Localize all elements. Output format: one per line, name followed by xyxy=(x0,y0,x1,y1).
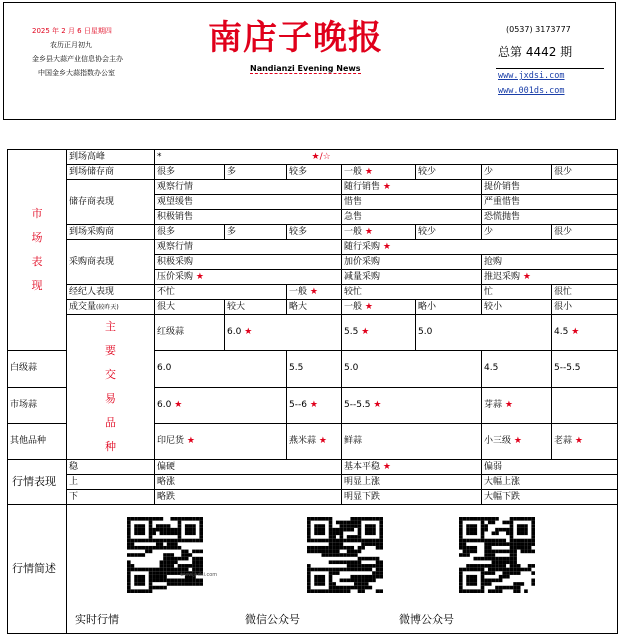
cell-label: 观察行情 xyxy=(157,181,194,192)
cell-label: 略小 xyxy=(418,301,437,312)
selected-star-icon: ★ xyxy=(370,399,382,410)
option-cell xyxy=(287,225,342,240)
cell-label: 多 xyxy=(227,226,237,237)
option-cell xyxy=(155,490,342,505)
option-cell xyxy=(342,240,618,255)
row-label-text: 经纪人表现 xyxy=(69,286,115,297)
price-cell xyxy=(287,351,342,387)
option-cell xyxy=(482,165,552,180)
price-cell xyxy=(416,315,552,351)
market-report-table xyxy=(7,149,618,634)
qr-code-icon[interactable] xyxy=(307,517,383,593)
cell-label: 加价采购 xyxy=(344,256,381,267)
section-title: 行情简述 xyxy=(12,562,56,575)
cell-label: 多 xyxy=(227,166,237,177)
cell-label: 印尼货 xyxy=(157,435,185,446)
cell-label: 随行销售 xyxy=(344,181,381,192)
cell-label: 明显下跌 xyxy=(344,491,381,502)
cell-label: 老蒜 xyxy=(554,435,573,446)
cell-label: 略跌 xyxy=(157,491,176,502)
cell-label: 抢购 xyxy=(484,256,503,267)
option-cell xyxy=(155,300,225,315)
cell-label: 很少 xyxy=(554,166,573,177)
cell-label: 芽蒜 xyxy=(484,399,503,410)
selected-star-icon: ★ xyxy=(380,461,391,472)
newspaper-subtitle: Nandianzi Evening News xyxy=(250,64,361,73)
website-link-2[interactable]: www.001ds.com xyxy=(498,86,565,96)
cell-label: 一般 xyxy=(344,226,363,237)
option-cell xyxy=(416,225,482,240)
price-cell xyxy=(287,387,342,423)
option-cell xyxy=(552,225,618,240)
cell-label: 一般 xyxy=(344,166,363,177)
option-cell xyxy=(482,270,618,285)
selected-star-icon: ★ xyxy=(362,226,373,237)
option-cell xyxy=(225,225,287,240)
cell-label: 明显上涨 xyxy=(344,476,381,487)
selected-star-icon: ★ xyxy=(520,271,531,282)
cell-label: 5--5.5 xyxy=(554,363,581,374)
option-cell xyxy=(155,240,342,255)
option-cell xyxy=(342,285,482,300)
selected-star-icon: ★ xyxy=(241,327,253,338)
arrival-star-mark: ★/☆ xyxy=(311,151,331,162)
row-label-text: 其他品种 xyxy=(10,435,47,446)
price-cell xyxy=(287,423,342,459)
row-label-text: 到场储存商 xyxy=(69,166,115,177)
cell-label: 很小 xyxy=(554,301,573,312)
row-label xyxy=(67,300,155,315)
cell-label: 燕米蒜 xyxy=(289,435,317,446)
selected-star-icon: ★ xyxy=(380,241,391,252)
price-cell xyxy=(342,387,482,423)
option-cell xyxy=(482,225,552,240)
price-cell xyxy=(225,315,342,351)
price-cell xyxy=(155,351,287,387)
selected-star-icon: ★ xyxy=(306,399,318,410)
cell-label: 稳 xyxy=(69,461,79,472)
cell-label: 鲜蒜 xyxy=(344,435,363,446)
option-cell xyxy=(552,165,618,180)
price-cell xyxy=(342,423,482,459)
row-label xyxy=(67,240,155,285)
price-cell xyxy=(482,423,552,459)
table-row xyxy=(8,505,618,634)
cell-label: 较多 xyxy=(289,226,308,237)
cell-label: 积极采购 xyxy=(157,256,194,267)
option-cell xyxy=(225,165,287,180)
option-cell xyxy=(287,300,342,315)
table-row xyxy=(8,150,618,165)
cell-label: 5--6 xyxy=(289,399,307,410)
row-label-text: 采购商表现 xyxy=(69,256,115,267)
cell-label: 较大 xyxy=(227,301,246,312)
selected-star-icon: ★ xyxy=(171,399,183,410)
selected-star-icon: ★ xyxy=(511,435,522,446)
price-cell xyxy=(552,315,618,351)
cell-label: 6.0 xyxy=(227,327,242,338)
cell-label: 较小 xyxy=(484,301,503,312)
table-row xyxy=(8,165,618,180)
table-row xyxy=(8,180,618,195)
qr-label: 实时行情 xyxy=(75,613,119,626)
option-cell xyxy=(482,180,618,195)
selected-star-icon: ★ xyxy=(362,301,373,312)
cell-label: 忙 xyxy=(484,286,494,297)
cell-label: 5--5.5 xyxy=(344,399,371,410)
section-title: 主要交易品种 xyxy=(105,320,116,453)
cell-label: 很少 xyxy=(554,226,573,237)
option-cell xyxy=(416,300,482,315)
cell-label: 上 xyxy=(69,476,79,487)
option-cell xyxy=(482,255,618,270)
row-label xyxy=(8,387,67,423)
row-label-text: 市场蒜 xyxy=(10,399,38,410)
cell-label: 4.5 xyxy=(484,363,499,374)
section-title: 市场表现 xyxy=(31,207,43,293)
cell-label: 压价采购 xyxy=(157,271,194,282)
row-label-text: 成交量 xyxy=(69,301,97,312)
cell-label: 较忙 xyxy=(344,286,363,297)
option-cell xyxy=(155,225,225,240)
cell-label: 很大 xyxy=(157,301,176,312)
cell-label: 基本平稳 xyxy=(344,461,381,472)
option-cell xyxy=(155,460,342,475)
row-label xyxy=(67,285,155,300)
cell-label: 4.5 xyxy=(554,327,569,338)
option-cell xyxy=(67,475,155,490)
section-label xyxy=(8,460,67,505)
option-cell xyxy=(155,195,342,210)
option-cell xyxy=(342,460,482,475)
cell-label: 恐慌抛售 xyxy=(484,211,521,222)
table-row xyxy=(8,240,618,255)
table-row xyxy=(8,225,618,240)
selected-star-icon: ★ xyxy=(193,271,204,282)
cell-label: 一般 xyxy=(289,286,308,297)
cell-label: 少 xyxy=(484,166,494,177)
price-cell xyxy=(552,387,618,423)
option-cell xyxy=(155,255,342,270)
price-cell xyxy=(482,387,552,423)
cell-label: 提价销售 xyxy=(484,181,521,192)
row-label-text: 红级蒜 xyxy=(157,327,185,338)
arrival-asterisk: * xyxy=(157,151,162,162)
option-cell xyxy=(155,270,342,285)
selected-star-icon: ★ xyxy=(307,286,318,297)
cell-label: 少 xyxy=(484,226,494,237)
option-cell xyxy=(155,210,342,225)
cell-label: 一般 xyxy=(344,301,363,312)
option-cell xyxy=(67,460,155,475)
table-row xyxy=(8,300,618,315)
website-link-1[interactable]: www.jxdsi.com xyxy=(498,71,565,81)
row-label xyxy=(8,351,67,387)
row-label xyxy=(67,150,155,165)
option-cell xyxy=(482,285,552,300)
arrival-value xyxy=(155,150,618,165)
option-cell xyxy=(155,165,225,180)
section-label xyxy=(8,150,67,351)
cell-label: 积极销售 xyxy=(157,211,194,222)
issue-date: 2025 年 2 月 6 日星期四 xyxy=(32,27,112,35)
selected-star-icon: ★ xyxy=(572,435,583,446)
price-cell xyxy=(342,351,482,387)
cell-label: 较少 xyxy=(418,226,437,237)
price-cell xyxy=(342,315,416,351)
cell-label: 6.0 xyxy=(157,399,172,410)
row-label xyxy=(67,225,155,240)
cell-label: 下 xyxy=(69,491,79,502)
cell-label: 5.0 xyxy=(418,327,433,338)
option-cell xyxy=(342,300,416,315)
row-label-text: 储存商表现 xyxy=(69,196,115,207)
option-cell xyxy=(482,195,618,210)
option-cell xyxy=(155,180,342,195)
option-cell xyxy=(155,285,287,300)
cell-label: 略大 xyxy=(289,301,308,312)
row-label-note: (较昨天) xyxy=(96,303,119,311)
lunar-date: 农历正月初九 xyxy=(50,41,92,49)
selected-star-icon: ★ xyxy=(568,327,580,338)
price-cell xyxy=(482,351,552,387)
cell-label: 大幅上涨 xyxy=(484,476,521,487)
cell-label: 很多 xyxy=(157,166,176,177)
cell-label: 5.5 xyxy=(289,363,304,374)
cell-label: 较少 xyxy=(418,166,437,177)
option-cell xyxy=(342,475,482,490)
cell-label: 不忙 xyxy=(157,286,176,297)
option-cell xyxy=(155,475,342,490)
cell-label: 5.0 xyxy=(344,363,359,374)
option-cell xyxy=(67,490,155,505)
section-label xyxy=(8,505,67,634)
qr-codes-cell xyxy=(67,505,618,634)
price-cell xyxy=(155,387,287,423)
selected-star-icon: ★ xyxy=(362,166,373,177)
cell-label: 6.0 xyxy=(157,363,172,374)
qr-label: 微博公众号 xyxy=(399,613,454,626)
cell-label: 小三级 xyxy=(484,435,512,446)
qr-code-icon[interactable] xyxy=(459,517,535,593)
option-cell xyxy=(552,300,618,315)
option-cell xyxy=(225,300,287,315)
cell-label: 减量采购 xyxy=(344,271,381,282)
row-label xyxy=(67,180,155,225)
option-cell xyxy=(342,255,482,270)
row-label xyxy=(67,165,155,180)
section-label xyxy=(67,315,155,460)
qr-stamp: www.jxdsi.com xyxy=(180,572,218,578)
cell-label: 很忙 xyxy=(554,286,573,297)
option-cell xyxy=(342,490,482,505)
cell-label: 观察行情 xyxy=(157,241,194,252)
option-cell xyxy=(416,165,482,180)
issue-number: 总第 4442 期 xyxy=(498,45,573,59)
option-cell xyxy=(482,460,618,475)
option-cell xyxy=(482,490,618,505)
cell-label: 严重惜售 xyxy=(484,196,521,207)
cell-label: 偏硬 xyxy=(157,461,176,472)
cell-label: 较多 xyxy=(289,166,308,177)
option-cell xyxy=(342,270,482,285)
cell-label: 推迟采购 xyxy=(484,271,521,282)
table-row xyxy=(8,285,618,300)
row-label xyxy=(155,315,225,351)
cell-label: 5.5 xyxy=(344,327,359,338)
row-label-text: 到场采购商 xyxy=(69,226,115,237)
table-row xyxy=(8,460,618,475)
price-cell xyxy=(552,351,618,387)
phone-number: (0537) 3173777 xyxy=(506,25,571,34)
row-label-text: 到场高峰 xyxy=(69,151,106,162)
table-row xyxy=(8,315,618,351)
cell-label: 惜售 xyxy=(344,196,363,207)
cell-label: 偏弱 xyxy=(484,461,503,472)
selected-star-icon: ★ xyxy=(502,399,513,410)
cell-label: 观望缓售 xyxy=(157,196,194,207)
option-cell xyxy=(482,210,618,225)
option-cell xyxy=(342,225,416,240)
section-title: 行情表现 xyxy=(12,475,56,488)
table-row xyxy=(8,475,618,490)
cell-label: 大幅下跌 xyxy=(484,491,521,502)
selected-star-icon: ★ xyxy=(358,327,370,338)
option-cell xyxy=(287,165,342,180)
selected-star-icon: ★ xyxy=(184,435,195,446)
row-label-text: 白级蒜 xyxy=(10,363,38,374)
price-cell xyxy=(155,423,287,459)
table-row xyxy=(8,490,618,505)
cell-label: 略涨 xyxy=(157,476,176,487)
row-label xyxy=(8,423,67,459)
divider xyxy=(496,68,604,69)
option-cell xyxy=(342,165,416,180)
sponsor: 金乡县大蒜产业信息协会主办 xyxy=(32,55,123,63)
newspaper-title: 南店子晚报 xyxy=(208,18,383,58)
cell-label: 随行采购 xyxy=(344,241,381,252)
selected-star-icon: ★ xyxy=(316,435,327,446)
qr-code-icon[interactable] xyxy=(127,517,203,593)
option-cell xyxy=(342,210,482,225)
option-cell xyxy=(482,300,552,315)
cell-label: 很多 xyxy=(157,226,176,237)
option-cell xyxy=(342,180,482,195)
option-cell xyxy=(342,195,482,210)
price-cell xyxy=(552,423,618,459)
office: 中国金乡大蒜指数办公室 xyxy=(38,69,115,77)
option-cell xyxy=(482,475,618,490)
option-cell xyxy=(552,285,618,300)
cell-label: 急售 xyxy=(344,211,363,222)
qr-label: 微信公众号 xyxy=(245,613,300,626)
option-cell xyxy=(287,285,342,300)
selected-star-icon: ★ xyxy=(380,181,391,192)
